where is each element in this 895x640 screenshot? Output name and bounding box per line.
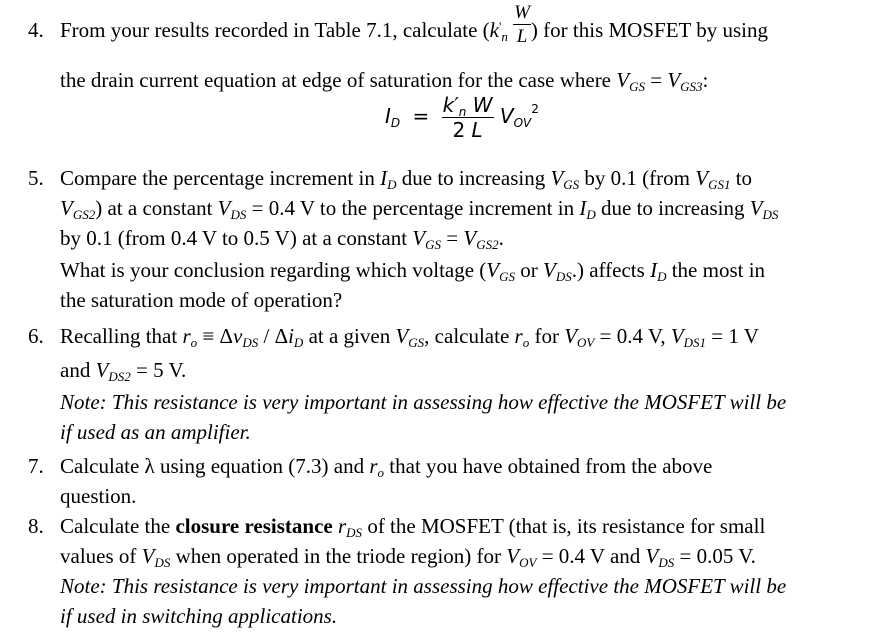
- question-8-line-1: [60, 514, 765, 539]
- text-fragment: Calculate the: [60, 514, 176, 538]
- question-6-line-2: [60, 358, 186, 383]
- text-fragment: DS: [230, 207, 247, 222]
- text-fragment: / Δ: [258, 324, 289, 348]
- text-fragment: From your results recorded in Table 7.1, calculate (: [60, 18, 490, 42]
- w-over-l-fraction: [513, 3, 531, 46]
- text-fragment: .: [498, 226, 504, 250]
- text-fragment: V: [395, 324, 409, 348]
- text-fragment: r: [182, 324, 191, 348]
- text-fragment: r: [337, 514, 347, 538]
- text-fragment: n: [458, 105, 467, 119]
- text-fragment: GS: [425, 237, 442, 252]
- text-fragment: .) affects: [571, 258, 651, 282]
- text-fragment: W: [514, 1, 530, 23]
- text-fragment: k′: [442, 93, 459, 117]
- text-fragment: =: [441, 226, 464, 250]
- text-fragment: = 0.4 V,: [594, 324, 671, 348]
- text-fragment: V: [95, 358, 109, 382]
- text-fragment: GS: [408, 335, 425, 350]
- text-fragment: DS: [242, 335, 259, 350]
- text-fragment: V: [141, 544, 155, 568]
- text-fragment: DS: [762, 207, 779, 222]
- text-fragment: I: [380, 166, 388, 190]
- text-fragment: 2: [452, 118, 466, 142]
- text-fragment: ': [499, 19, 502, 34]
- text-fragment: Compare the percentage increment in: [60, 166, 381, 190]
- text-fragment: DS: [346, 525, 363, 540]
- text-fragment: that you have obtained from the above: [384, 454, 713, 478]
- question-number: 8.: [28, 514, 44, 538]
- text-fragment: closure resistance: [175, 514, 333, 538]
- text-fragment: OV: [519, 555, 537, 570]
- text-fragment: V: [60, 196, 73, 220]
- text-fragment: when operated in the triode region) for: [170, 544, 507, 568]
- text-fragment: GS2: [72, 207, 96, 222]
- text-fragment: V: [667, 68, 681, 92]
- text-fragment: of the MOSFET (that is, its resistance for small: [362, 514, 766, 538]
- text-fragment: Calculate λ using equation (7.3) and: [60, 454, 370, 478]
- text-fragment: due to increasing: [595, 196, 750, 220]
- text-fragment: GS2: [476, 237, 499, 252]
- equation-fraction: [442, 95, 494, 140]
- question-7-line-1: [60, 454, 712, 479]
- text-fragment: GS: [499, 269, 516, 284]
- text-fragment: o: [377, 465, 385, 480]
- text-fragment: Recalling that: [60, 324, 183, 348]
- text-fragment: ) at a constant: [95, 196, 218, 220]
- text-fragment: V: [506, 544, 520, 568]
- text-fragment: o: [190, 335, 198, 350]
- text-fragment: V: [486, 258, 500, 282]
- text-fragment: GS3: [680, 79, 703, 94]
- question-4-line-1: [60, 1, 768, 47]
- text-fragment: DS: [555, 269, 572, 284]
- question-4-line-2: [60, 68, 708, 93]
- text-fragment: DS1: [683, 335, 707, 350]
- text-fragment: =: [412, 104, 430, 128]
- text-fragment: I: [385, 104, 391, 128]
- text-fragment: V: [499, 104, 514, 128]
- text-fragment: = 0.4 V and: [536, 544, 646, 568]
- text-fragment: the most in: [666, 258, 766, 282]
- text-fragment: V: [670, 324, 684, 348]
- question-number: 7.: [28, 454, 44, 478]
- text-fragment: OV: [513, 116, 532, 130]
- text-fragment: or: [515, 258, 544, 282]
- text-fragment: L: [471, 118, 483, 142]
- text-fragment: DS: [658, 555, 675, 570]
- text-fragment: = 0.4 V to the percentage increment in: [246, 196, 580, 220]
- text-fragment: values of: [60, 544, 142, 568]
- text-fragment: V: [616, 68, 630, 92]
- text-fragment: V: [217, 196, 231, 220]
- question-8-note-line-1: Note: This resistance is very important in assessing how effective the MOSFET will be: [60, 574, 787, 598]
- question-5-line-3: [60, 226, 504, 251]
- text-fragment: V: [412, 226, 426, 250]
- text-fragment: What is your conclusion regarding which voltage (: [60, 258, 487, 282]
- text-fragment: n: [501, 29, 508, 44]
- text-fragment: o: [522, 335, 530, 350]
- question-8-line-2: [60, 544, 756, 569]
- text-fragment: V: [463, 226, 477, 250]
- text-fragment: = 1 V: [706, 324, 759, 348]
- question-7-line-2: question.: [60, 484, 137, 508]
- question-8-note-line-2: if used in switching applications.: [60, 604, 338, 628]
- text-fragment: D: [586, 207, 596, 222]
- text-fragment: V: [564, 324, 578, 348]
- text-fragment: i: [288, 324, 294, 348]
- text-fragment: D: [293, 335, 304, 350]
- text-fragment: the drain current equation at edge of saturation for the case where: [60, 68, 617, 92]
- text-fragment: D: [657, 269, 667, 284]
- text-fragment: V: [695, 166, 709, 190]
- text-fragment: at a given: [303, 324, 396, 348]
- text-fragment: =: [644, 68, 668, 92]
- text-fragment: GS: [629, 79, 645, 94]
- text-fragment: DS2: [108, 369, 131, 384]
- drain-current-equation: [385, 95, 539, 140]
- text-fragment: for: [529, 324, 565, 348]
- question-number: 6.: [28, 324, 44, 348]
- text-fragment: GS: [563, 177, 580, 192]
- text-fragment: ≡ Δ: [197, 324, 234, 348]
- text-fragment: to: [730, 166, 753, 190]
- text-fragment: :: [702, 68, 709, 92]
- text-fragment: and: [60, 358, 96, 382]
- text-fragment: V: [550, 166, 564, 190]
- text-fragment: I: [579, 196, 587, 220]
- text-fragment: D: [387, 177, 397, 192]
- question-5-line-4: [60, 258, 765, 283]
- text-fragment: V: [645, 544, 659, 568]
- text-fragment: k: [489, 18, 499, 42]
- text-fragment: I: [650, 258, 658, 282]
- text-fragment: by 0.1 (from: [579, 166, 696, 190]
- question-5-line-1: [60, 166, 752, 191]
- question-6-note-line-2: if used as an amplifier.: [60, 420, 251, 444]
- text-fragment: r: [514, 324, 523, 348]
- text-fragment: = 5 V.: [130, 358, 187, 382]
- question-5-line-5: the saturation mode of operation?: [60, 288, 343, 312]
- text-fragment: OV: [577, 335, 595, 350]
- text-fragment: DS: [154, 555, 171, 570]
- text-fragment: D: [390, 116, 401, 130]
- question-number: 4.: [28, 18, 44, 42]
- text-fragment: V: [749, 196, 763, 220]
- question-5-line-2: [60, 196, 778, 221]
- text-fragment: = 0.05 V.: [674, 544, 756, 568]
- text-fragment: GS1: [708, 177, 731, 192]
- text-fragment: v: [233, 324, 243, 348]
- text-fragment: W: [472, 93, 493, 117]
- text-fragment: , calculate: [424, 324, 515, 348]
- text-fragment: ) for this MOSFET by using: [530, 18, 768, 42]
- text-fragment: r: [369, 454, 378, 478]
- text-fragment: 2: [531, 102, 539, 116]
- text-fragment: V: [543, 258, 556, 282]
- question-6-line-1: [60, 324, 759, 349]
- question-6-note-line-1: Note: This resistance is very important in assessing how effective the MOSFET will be: [60, 390, 787, 414]
- text-fragment: by 0.1 (from 0.4 V to 0.5 V) at a constant: [60, 226, 413, 250]
- question-number: 5.: [28, 166, 44, 190]
- text-fragment: due to increasing: [396, 166, 551, 190]
- text-fragment: L: [513, 24, 531, 46]
